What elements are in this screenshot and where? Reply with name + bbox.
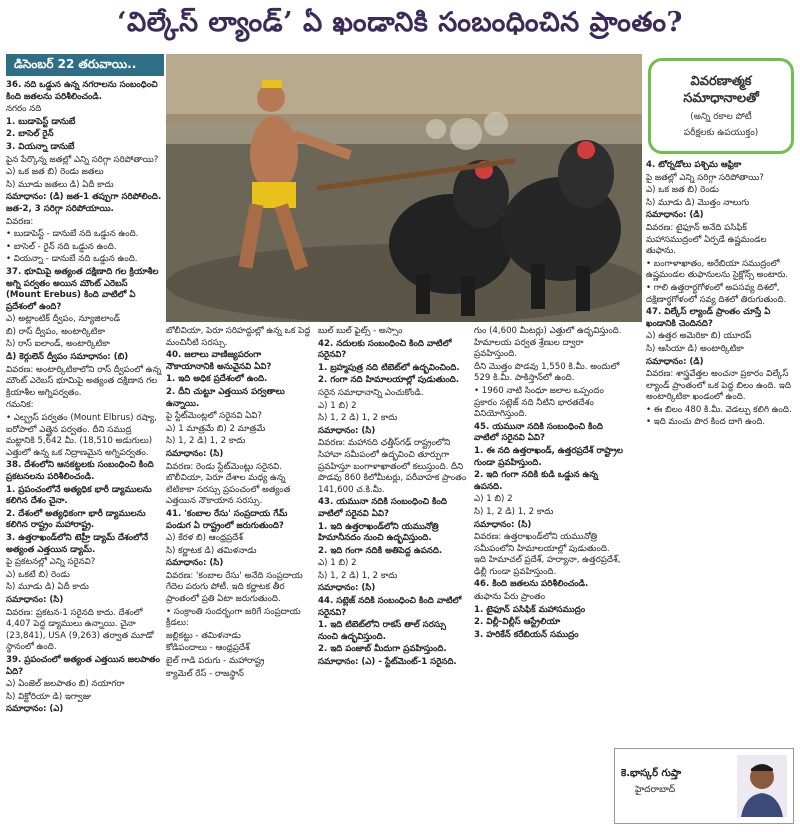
text-line: గుం (4,600 మీటర్లు) ఎత్తులో ఉద్భవిస్తుంది. హిమాలయ పర్వత శ్రేణుల ద్వారా ప్రవహిస్తుంది. (474, 326, 622, 360)
text-line: వివరణ: 'కంబాల రేసు' అనేది సంప్రదాయ గేదెల పరుగు పోటీ. ఇది కర్ణాటక తీర ప్రాంతంలో ప్రతి ఏటా జరుగుతుంది. (166, 570, 303, 605)
text-line: 1. ఇది ఉత్తరాఖండ్‌లోని యమునోత్రి హిమానీనదం నుంచి ఉద్భవిస్తుంది. (318, 521, 439, 544)
author-photo (737, 755, 787, 817)
text-line: 2. ఇది గంగా నదికి అతిపెద్ద ఉపనది. (318, 545, 443, 556)
text-line: ఎ) 1 బి) 2 (318, 400, 357, 411)
side-panel (648, 58, 794, 154)
text-line: సి) మూడు డి) మొత్తం నాలుగు (646, 197, 750, 208)
text-line: ఎ) అట్లాంటిక్ ద్వీపం, న్యూజిలాండ్ (6, 314, 121, 325)
text-line: 36. నది ఒడ్డున ఉన్న నగరాలను సంబంధించి కింది జతలను పరిశీలించండి. (6, 80, 158, 102)
text-line: 4. టోర్నడోలు పశ్చిమ ఆఫ్రికా (646, 160, 742, 170)
text-line: వివరణ: అంటార్కిటికాలోని రాస్ ద్వీపంలో ఉన్న మౌంట్ ఎరెబస్ భూమిపై అత్యంత దక్షిణాన గల క్రియాశీల అగ్నిపర్వతం. (6, 364, 162, 398)
text-line: 2. గంగా నది హిమాలయాల్లో పుడుతుంది. (318, 375, 460, 386)
text-line: సమాధానం: (సి) (318, 583, 376, 594)
author-name: కె.భాస్కర్ గుప్తా (621, 768, 682, 779)
text-line: సి) కర్ణాటక డి) తమిళనాడు (166, 545, 257, 556)
author-place: హైదరాబాద్ (635, 785, 676, 795)
text-line: సమాధానం: (ఎ) (6, 704, 64, 715)
text-line: సి) ఆసియా డి) అంటార్కిటికా (646, 343, 744, 354)
text-line: ఎ) ఉత్తర అమెరికా బి) యూరప్ (646, 331, 752, 342)
text-line: జల్లికట్టు - తమిళనాడు (166, 630, 241, 641)
text-line: 38. దేశంలోని ఆనకట్టలకు సంబంధించి కింది ప్రకటనలను పరిశీలించండి. (6, 460, 154, 482)
text-line: డి) కెర్గులెన్ ద్వీపం సమాధానం: (బి) (6, 352, 129, 363)
kambala-race-illustration (166, 54, 642, 322)
text-line: ఎ) 1 బి) 2 (318, 558, 357, 569)
text-line: 46. కింది జతలను పరిశీలించండి. (474, 579, 589, 590)
text-line: వివరణ: రెండు స్టేట్‌మెంట్లు సరైనవి. బొలీవియా, పెరూ దేశాల మధ్య ఉన్న టిటికాకా సరస్సు ప్రపంచంలో అత్యంత ఎత్తయిన నౌకాయాన సరస్సు. (166, 461, 291, 507)
text-line: 3. వియన్నా డానుబే (6, 141, 75, 152)
author-avatar-icon (737, 755, 787, 817)
text-line: • గాలి ఉత్తరార్ధగోళంలో అపసవ్య దిశలో, దక్షిణార్ధగోళంలో సవ్య దిశలో తిరుగుతుంది. (646, 282, 787, 305)
text-line: సమాధానం: (సి) (318, 425, 376, 436)
text-line: 2. ఇది పంజాబ్ మీదుగా ప్రవహిస్తుంది. (318, 644, 447, 655)
text-line: 43. యమునా నదికి సంబంధించి కింది వాటిలో సరైనవి ఏవి? (318, 497, 447, 519)
column-1 (6, 80, 162, 826)
text-line: సి) రాస్ ఐలాండ్, అంటార్కిటికా (6, 339, 110, 350)
text-line: • బాసెల్ - రైన్ నది ఒడ్డున ఉంది. (6, 241, 117, 252)
text-line: పై స్టేట్‌మెంట్లలో సరైనవి ఏవి? (166, 411, 262, 422)
text-line: 2. విల్లీ-విల్లీస్ ఆస్ట్రేలియా (474, 617, 561, 628)
text-line: • ఇది మంచు పొర కింద దాగి ఉంది. (646, 417, 766, 428)
text-line: పైన పేర్కొన్న జతల్లో ఎన్ని సరిగ్గా సరిపోతాయి? (6, 154, 159, 165)
text-line: వివరణ: టైఫూన్ అనేది పసిఫిక్ మహాసముద్రంలో ఏర్పడే ఉష్ణమండల తుఫాను. (646, 222, 767, 257)
text-line: 2. ఇది గంగా నదికి కుడి ఒడ్డున ఉన్న ఉపనది. (474, 470, 598, 492)
text-line: • వియన్నా - డానుబే నది ఒడ్డున ఉంది. (6, 254, 138, 265)
text-line: సి) 1, 2 డి) 1, 2 కాదు (318, 570, 398, 581)
text-line: సమాధానం: (సి) (6, 594, 64, 605)
text-line: సమాధానం: (డి) (646, 210, 704, 221)
text-line: బుల్ బుల్ ఫైట్స్ - అస్సాం (318, 326, 403, 336)
text-line: 47. విల్కేస్ ల్యాండ్ ప్రాంతం చూస్తే ఏ ఖండానికి చెందినది? (646, 307, 771, 329)
text-line: • బుడాపెస్ట్ - డానుబే నది ఒడ్డున ఉంది. (6, 229, 139, 240)
author-box (614, 748, 794, 824)
text-line: 1. బ్రహ్మపుత్ర నది టిబెట్‌లో ఉద్భవించింది. (318, 362, 460, 373)
text-line: 41. 'కంబాల రేసు' సంప్రదాయ గేమ్ పండుగ ఏ రాష్ట్రంలో జరుగుతుంది? (166, 508, 288, 531)
text-line: సి) 1, 2 డి) 1, 2 కాదు (474, 506, 554, 517)
text-line: సి) మూడు జతలు డి) ఏదీ కాదు (6, 179, 114, 190)
side-panel-line3: (అన్ని రకాల పోటీ (690, 112, 752, 122)
text-line: వివరణ: ఉత్తరాఖండ్‌లోని యమునోత్రి సమీపంలోని హిమాలయాల్లో పుడుతుంది. ఇది హిమాచల్ ప్రదేశ్, హర్యానా, ఉత్తరప్రదేశ్, ఢిల్లీ గుండా ప్రవహిస్తుంది. (474, 532, 621, 577)
text-line: ఎ) ఒకటే బి) రెండు (6, 569, 70, 580)
text-line: 1. బుడాపెస్ట్ డానుబే (6, 116, 76, 127)
text-line: • ఎల్బ్రస్ పర్వతం (Mount Elbrus) రష్యా, ఐరోపాలో ఎత్తైన పర్వతం. దీని సముద్ర మట్టానికి 5,642 మీ. (18,510 అడుగులు) ఎత్తులో ఉన్న ఒక నిద్రాణమైన అగ్నిపర్వతం. (6, 413, 157, 458)
text-line: సమాధానం: (సి) (166, 448, 224, 459)
text-line: బోలీవియా, పెరూ సరిహద్దుల్లో ఉన్న ఒక పెద్ద మంచినీటి సరస్సు. (166, 326, 311, 348)
text-line: • ఈ బిలం 480 కి.మీ. వెడల్పు కలిగి ఉంది. (646, 404, 792, 415)
text-line: సమాధానం: (సి) (166, 558, 224, 569)
text-line: ఎ) 1 బి) 2 (474, 494, 513, 505)
text-line: ఎ) ఒక జత బి) రెండు (646, 185, 719, 196)
text-line: 1. ప్రపంచంలోనే అత్యధిక భారీ డ్యాములను కలిగిన దేశం చైనా. (6, 484, 152, 507)
text-line: 1. ఈ నది ఉత్తరాఖండ్, ఉత్తరప్రదేశ్ రాష్ట్రాల గుండా ప్రవహిస్తుంది. (474, 445, 623, 468)
text-line: సమాధానం: (సి) (474, 519, 532, 530)
text-line: • సంక్రాంతి సందర్భంగా జరిగే సంప్రదాయ క్రీడలు: (166, 606, 301, 629)
text-line: బైల్ గాడి పరుగు - మహారాష్ట్ర (166, 656, 265, 667)
text-line: 2. దీని చుట్టూ ఎత్తయిన పర్వతాలు ఉన్నాయి. (166, 386, 285, 409)
text-line: సమాధానం: (ఎ) - స్టేట్‌మెంట్-1 సరైనది. (318, 657, 457, 668)
side-panel-line2: సమాధానాలతో (683, 91, 759, 106)
text-line: • 1960 నాటి సింధూ జలాల ఒప్పందం ప్రకారం సట్లెజ్ నది నీటిని భారతదేశం వినియోగిస్తుంది. (474, 385, 604, 420)
text-line: 42. నదులకు సంబంధించి కింది వాటిలో సరైనవి? (318, 338, 452, 361)
text-line: వివరణ: శాస్త్రవేత్తల అంచనా ప్రకారం విల్కేస్ ల్యాండ్ ప్రాంతంలో ఒక పెద్ద బిలం ఉంది. ఇది అంటార్కిటికా ఖండంలో ఉంది. (646, 369, 791, 403)
column-2 (166, 326, 312, 826)
date-tag: డిసెంబర్ 22 తరువాయి.. (6, 54, 164, 76)
page-headline: ‘విల్కేస్ ల్యాండ్’ ఏ ఖండానికి సంబంధించిన ప్రాంతం? (117, 7, 683, 38)
text-line: ఎ) ఒక జత బి) రెండు జతలు (6, 167, 104, 178)
text-line: సి) మూడు డి) ఏదీ కాదు (6, 582, 89, 593)
text-line: 2. దేశంలో అత్యధికంగా భారీ డ్యాములను కలిగిన రాష్ట్రం మహారాష్ట్ర. (6, 508, 146, 531)
text-line: గమనిక: (6, 400, 34, 411)
text-line: దీని మొత్తం పొడవు 1,550 కి.మీ. అందులో 529 కి.మీ. పాకిస్తాన్‌లో ఉంది. (474, 361, 620, 384)
text-line: కోడిపందాలు - ఆంధ్రప్రదేశ్ (166, 643, 250, 654)
text-line: సమాధానం: (డి) (646, 356, 704, 367)
text-line: సి) 1, 2 డి) 1, 2 కాదు (318, 413, 398, 424)
text-line: 3. ఉత్తరాఖండ్‌లోని టెహ్రీ డ్యామ్ దేశంలోనే అత్యంత ఎత్తయిన డ్యామ్. (6, 532, 149, 555)
text-line: 39. ప్రపంచంలో అత్యంత ఎత్తయిన జలపాతం ఏది? (6, 654, 160, 677)
text-line: నగరం నది (6, 104, 42, 115)
kambala-race-photo (166, 54, 642, 322)
column-3 (318, 326, 468, 826)
text-line: ఎ) 1 మాత్రమే బి) 2 మాత్రమే (166, 423, 266, 434)
text-line: 40. జలాలు వాణిజ్యపరంగా నౌకాయానానికి అనువైనవి ఏవి? (166, 350, 272, 372)
text-line: సరైన సమాధానాన్ని ఎంచుకోండి. (318, 387, 424, 398)
side-panel-line1: వివరణాత్మక (690, 74, 752, 89)
text-line: 1. టైఫూన్ పసిఫిక్ మహాసముద్రం (474, 604, 586, 615)
text-line: 1. ఇది అధిక ప్రదేశంలో ఉంది. (166, 374, 268, 385)
text-line: సి) విక్టోరియా డి) ఇగ్వాజు (6, 691, 92, 702)
text-line: వివరణ: ప్రకటన-1 సరైనది కాదు. దేశంలో 4,407 పెద్ద డ్యాములు ఉన్నాయి. చైనా (23,841), USA (9,263) తర్వాత మూడో స్థానంలో ఉంది. (6, 607, 154, 653)
text-line: 45. యమునా నదికి సంబంధించి కింది వాటిలో సరైనవి ఏవి? (474, 421, 603, 444)
text-line: ఎ) ఏంజెల్ జలపాతం బి) నయాగరా (6, 679, 125, 690)
text-line: పై ప్రకటనల్లో ఎన్ని సరైనవి? (6, 557, 96, 568)
column-5 (646, 160, 794, 744)
column-4 (474, 326, 624, 826)
text-line: • బంగాళాఖాతం, అరేబియా సముద్రంలో ఉష్ణమండల తుఫానులను సైక్లోన్స్ అంటారు. (646, 258, 789, 281)
text-line: 44. సట్లెజ్ నదికి సంబంధించి కింది వాటిలో సరైనవి? (318, 596, 462, 618)
text-line: వివరణ: మహానది ఛత్తీస్‌గఢ్ రాష్ట్రంలోని సిహావా సమీపంలో ఉద్భవించి తూర్పుగా ప్రవహిస్తూ బంగాళాఖాతంలో కలుస్తుంది. దీని పొడవు 860 కిలోమీటర్లు, పరీవాహక ప్రాంతం 141,600 చ.కి.మీ. (318, 438, 467, 495)
text-line: 1. ఇది టిబెట్‌లోని రాకస్ తాల్ సరస్సు నుంచి ఉద్భవిస్తుంది. (318, 620, 446, 642)
text-line: బి) రాస్ ద్వీపం, అంటార్కిటికా (6, 326, 105, 337)
text-line: ఎ) కేరళ బి) ఆంధ్రప్రదేశ్ (166, 533, 243, 544)
text-line: వివరణ: (6, 216, 34, 227)
text-line: సమాధానం: (డి) జత-1 తప్పుగా సరిపోలింది. జత-2, 3 సరిగ్గా సరిపోయాయి. (6, 192, 162, 214)
text-line: క్యామెల్ రేస్ - రాజస్థాన్ (166, 668, 244, 679)
side-panel-line4: పరీక్షలకు ఉపయుక్తం) (683, 128, 759, 138)
text-line: 2. బాసెల్ రైన్ (6, 129, 54, 140)
text-line: పై జతల్లో ఎన్ని సరిగ్గా సరిపోతాయి? (646, 172, 764, 183)
text-line: 37. భూమిపై అత్యంత దక్షిణాది గల క్రియాశీల అగ్ని పర్వతం అయిన మౌంట్ ఎరెబస్ (Mount Erebus) కింది వాటిలో ఏ ప్రదేశంలో ఉంది? (6, 266, 159, 312)
text-line: సి) 1, 2 డి) 1, 2 కాదు (166, 436, 246, 447)
text-line: 3. హరికేన్ కరేబియన్ సముద్రం (474, 629, 579, 640)
text-line: తుఫాను పేరు ప్రాంతం (474, 592, 546, 603)
